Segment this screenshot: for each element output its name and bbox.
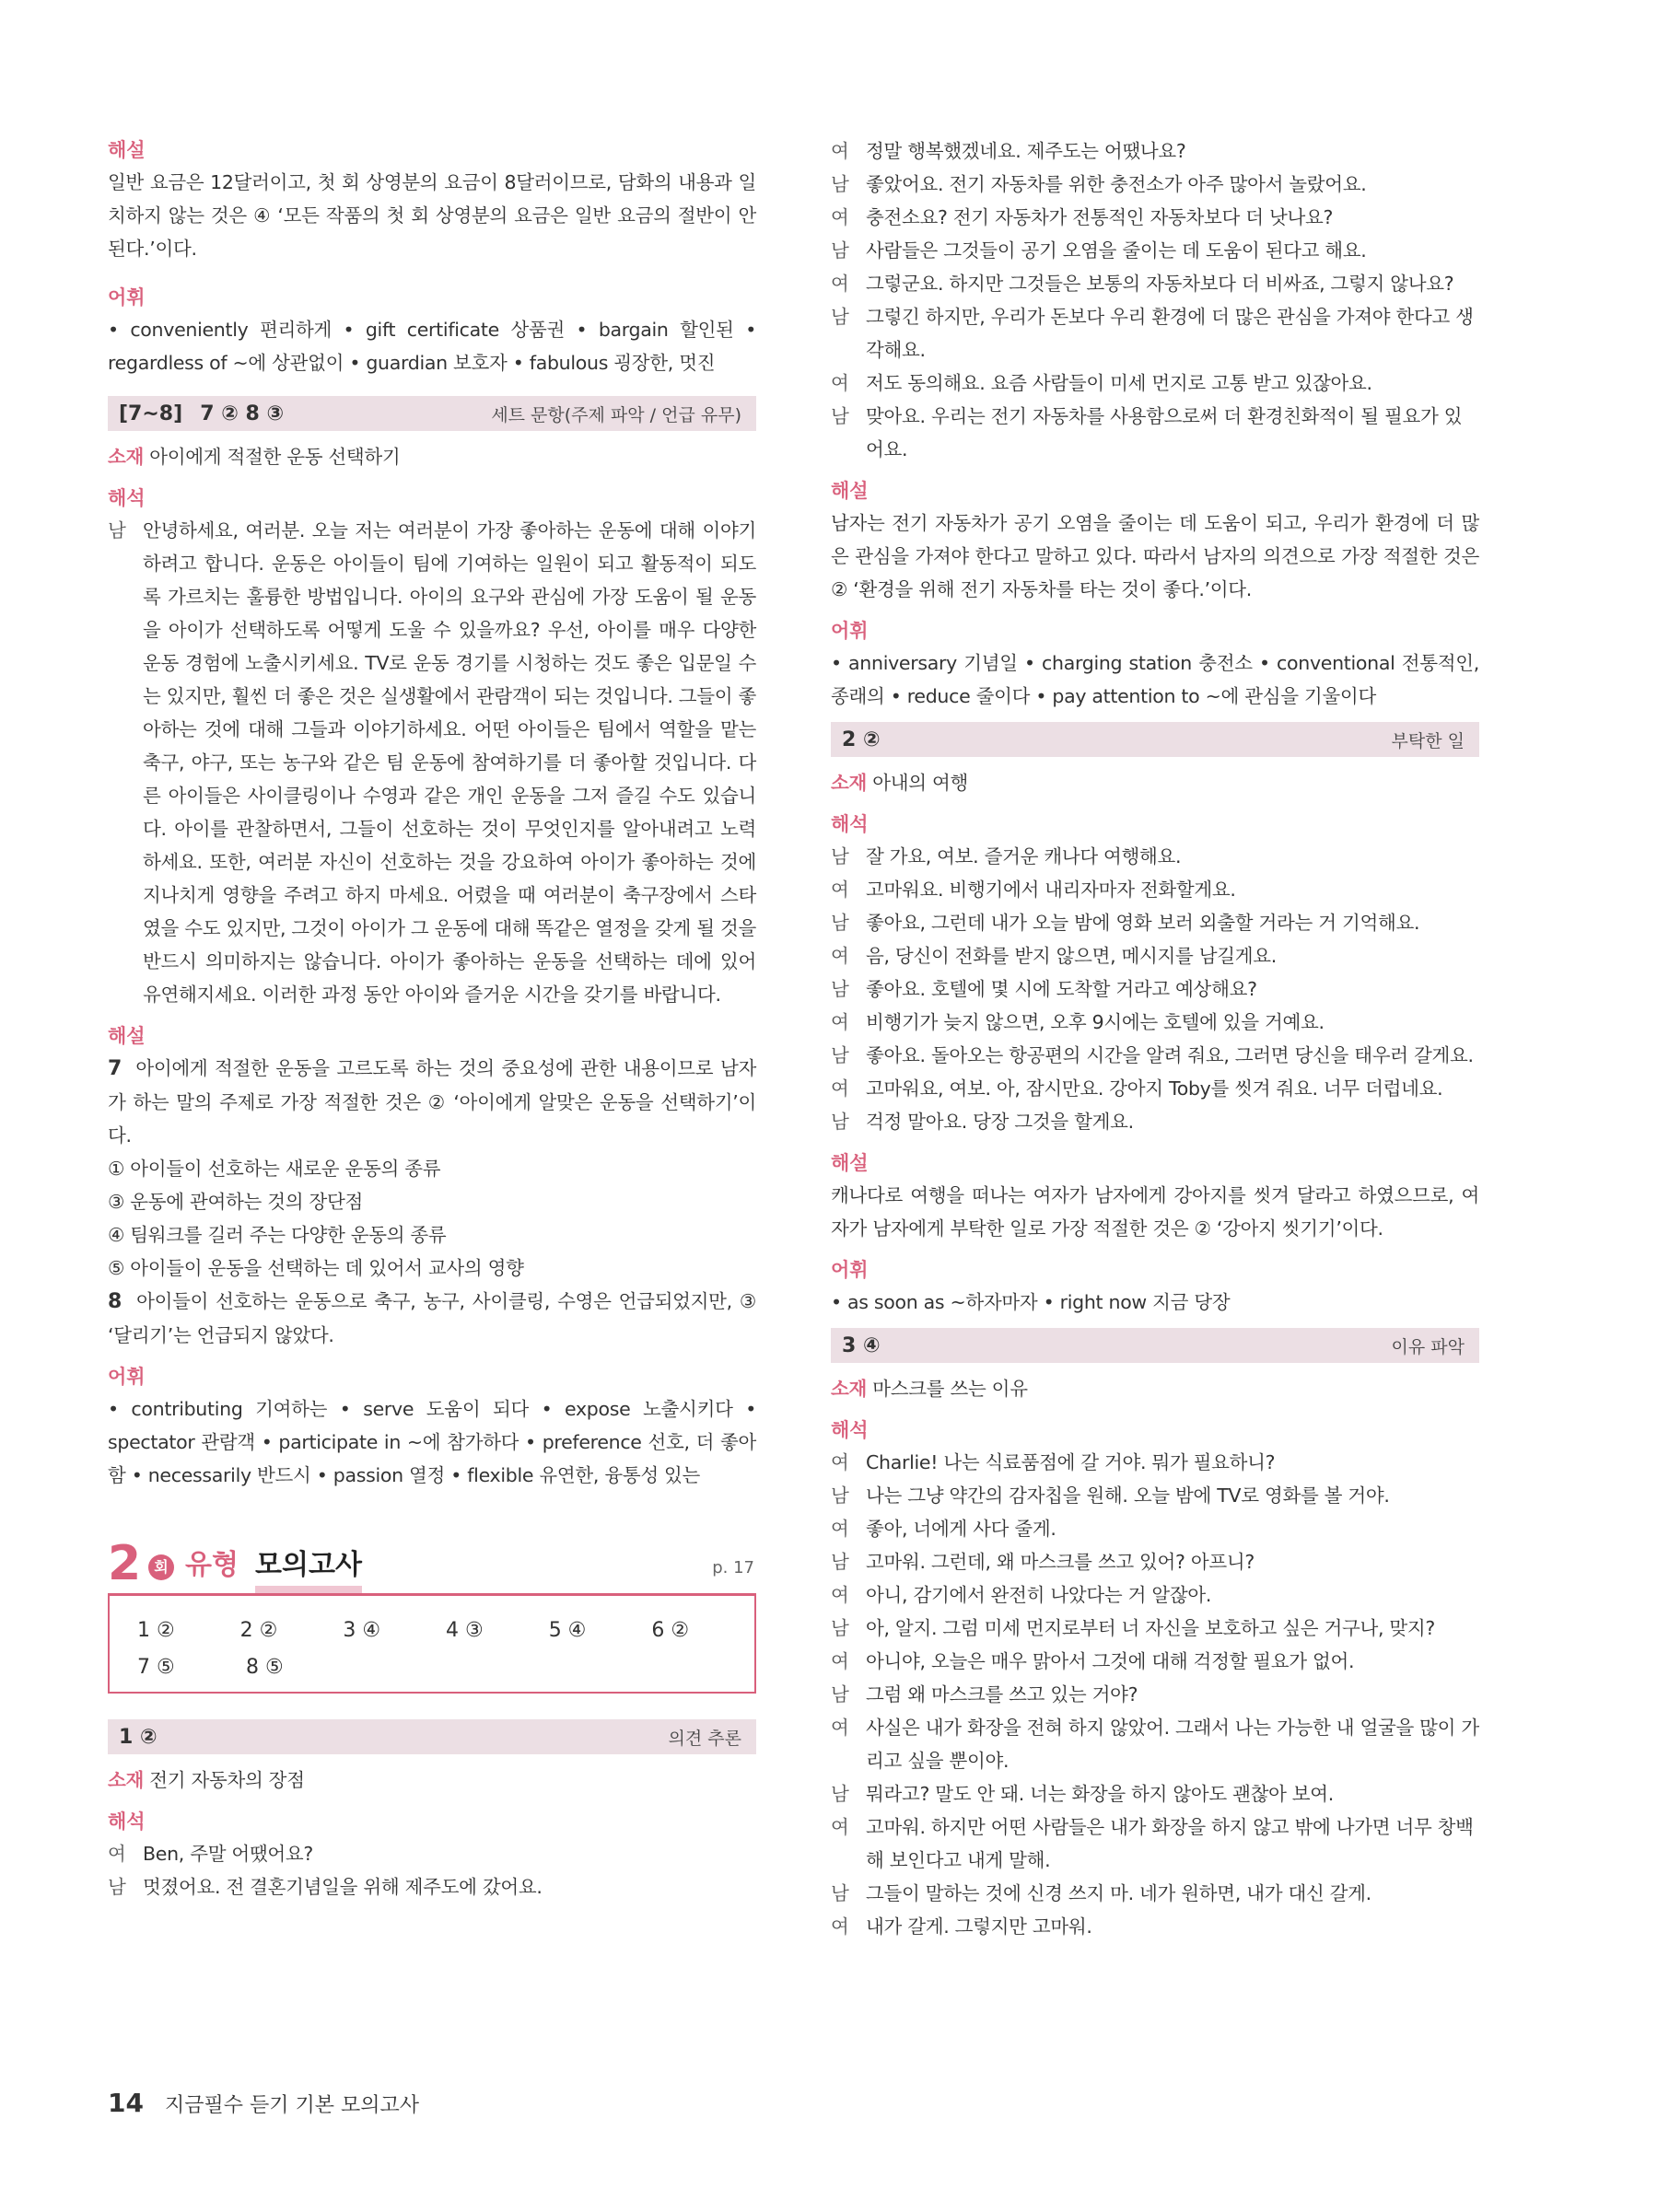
q7-option: ① 아이들이 선호하는 새로운 운동의 종류 xyxy=(108,1158,441,1180)
topic-text: 마스크를 쓰는 이유 xyxy=(872,1378,1028,1400)
test-mock-label: 모의고사 xyxy=(255,1545,362,1593)
script-text: 저도 동의해요. 요즘 사람들이 미세 먼지로 고통 받고 있잖아요. xyxy=(866,372,1372,394)
speaker-label: 여 xyxy=(831,1011,849,1033)
script-line xyxy=(108,1837,756,1870)
script-line xyxy=(831,168,1479,201)
script-text: 좋아요. 돌아오는 항공편의 시간을 알려 줘요, 그러면 당신을 태우러 갈게요. xyxy=(866,1044,1474,1066)
script-text: 그들이 말하는 것에 신경 쓰지 마. 네가 원하면, 내가 대신 갈게. xyxy=(866,1882,1371,1904)
script-line xyxy=(831,1105,1479,1138)
script-text: 비행기가 늦지 않으면, 오후 9시에는 호텔에 있을 거예요. xyxy=(866,1011,1325,1033)
speaker-label: 여 xyxy=(831,1584,849,1606)
speaker-label: 남 xyxy=(831,1551,849,1573)
q7-option: ④ 팀워크를 길러 주는 다양한 운동의 종류 xyxy=(108,1224,447,1246)
script-line xyxy=(831,400,1479,466)
answer-item: 1 ② xyxy=(137,1619,175,1642)
script-line xyxy=(831,1072,1479,1105)
q7-number: 7 xyxy=(108,1057,123,1080)
book-title: 지금필수 듣기 기본 모의고사 xyxy=(164,2094,419,2117)
script-heading: 해석 xyxy=(831,813,869,835)
topic-label: 소재 xyxy=(831,772,868,794)
script-text: 뭐라고? 말도 안 돼. 너는 화장을 하지 않아도 괜찮아 보여. xyxy=(866,1783,1335,1805)
explanation-text: 남자는 전기 자동차가 공기 오염을 줄이는 데 도움이 되고, 우리가 환경에 더 많은 관심을 가져야 한다고 말하고 있다. 따라서 남자의 의견으로 가장 적절한 것은 ② ‘환경을 위해 전기 자동차를 타는 것이 좋다.’이다. xyxy=(831,512,1479,600)
q3-type: 이유 파악 xyxy=(1391,1336,1465,1357)
vocab-heading: 어휘 xyxy=(831,1259,869,1281)
speaker-label: 남 xyxy=(831,1044,849,1066)
explanation-heading: 해설 xyxy=(831,480,869,502)
set-question-number: [7~8] xyxy=(119,402,183,425)
script-text: 안녕하세요, 여러분. 오늘 저는 여러분이 가장 좋아하는 운동에 대해 이야기하려고 합니다. 운동은 아이들이 팀에 기여하는 일원이 되고 활동적이 되도록 가르치는 훌륭한 방법입니다. 아이의 요구와 관심에 가장 도움이 될 운동을 아이가 선택하도록 어떻게 도울 수 있을까요? 우선, 아이를 매우 다양한 운동 경험에 노출시키세요. TV로 운동 경기를 시청하는 것도 좋은 입문일 수는 있지만, 훨씬 더 좋은 것은 실생활에서 관람객이 되는 것입니다. 그들이 좋아하는 것에 대해 그들과 이야기하세요. 어떤 아이들은 팀에서 역할을 맡는 축구, 야구, 또는 농구와 같은 팀 운동에 참여하기를 더 좋아할 것입니다. 다른 아이들은 사이클링이나 수영과 같은 개인 운동을 그저 즐길 수도 있습니다. 아이를 관찰하면서, 그들이 선호하는 것이 무엇인지를 알아내려고 노력하세요. 또한, 여러분 자신이 선호하는 것을 강요하여 아이가 좋아하는 것에 지나치게 영향을 주려고 하지 마세요. 어렸을 때 여러분이 축구장에서 스타였을 수도 있지만, 그것이 아이가 그 운동에 대해 똑같은 열정을 갖게 될 것을 반드시 의미하지는 않습니다. 아이가 좋아하는 운동을 선택하는 데에 있어 유연해지세요. 이러한 과정 동안 아이와 즐거운 시간을 갖기를 바랍니다. xyxy=(143,519,756,1006)
speaker-label: 남 xyxy=(831,1683,849,1706)
script-heading: 해석 xyxy=(831,1419,869,1441)
script-text: 그렇긴 하지만, 우리가 돈보다 우리 환경에 더 많은 관심을 가져야 한다고 생각해요. xyxy=(866,306,1474,361)
script-line xyxy=(831,1545,1479,1578)
script-line xyxy=(108,1870,756,1903)
speaker-label: 남 xyxy=(831,306,849,328)
q2-bar xyxy=(831,722,1479,757)
speaker-label: 남 xyxy=(108,1876,126,1898)
topic-line xyxy=(831,766,1479,799)
script-line xyxy=(831,873,1479,906)
script-text: 잘 가요, 여보. 즐거운 캐나다 여행해요. xyxy=(866,845,1182,867)
answer-row xyxy=(137,1612,754,1649)
script-text: 나는 그냥 약간의 감자칩을 원해. 오늘 밤에 TV로 영화를 볼 거야. xyxy=(866,1484,1390,1507)
speaker-label: 여 xyxy=(108,1843,126,1865)
script-line xyxy=(831,1711,1479,1777)
q7-option: ③ 운동에 관여하는 것의 장단점 xyxy=(108,1191,363,1213)
script-line xyxy=(831,840,1479,873)
script-line xyxy=(831,300,1479,367)
page-number: 14 xyxy=(108,2088,144,2118)
script-line xyxy=(831,1039,1479,1072)
vocab-heading: 어휘 xyxy=(831,620,869,642)
answer-item: 4 ③ xyxy=(446,1619,484,1642)
script-text: 음, 당신이 전화를 받지 않으면, 메시지를 남길게요. xyxy=(866,945,1278,967)
script-text: 고마워요, 여보. 아, 잠시만요. 강아지 Toby를 씻겨 줘요. 너무 더럽네요. xyxy=(866,1077,1443,1100)
speaker-label: 여 xyxy=(831,1816,849,1838)
section-heading: 해설 xyxy=(108,139,146,161)
script-line xyxy=(108,514,756,1011)
script-text: 좋았어요. 전기 자동차를 위한 충전소가 아주 많아서 놀랐어요. xyxy=(866,173,1367,195)
script-line xyxy=(831,1810,1479,1877)
speaker-label: 여 xyxy=(831,1717,849,1739)
speaker-label: 여 xyxy=(831,206,849,228)
left-column xyxy=(108,134,756,1903)
answer-item: 5 ④ xyxy=(548,1619,587,1642)
answer-row xyxy=(137,1649,754,1686)
script-line xyxy=(831,1777,1479,1810)
script-line xyxy=(831,1645,1479,1678)
q8-text: 아이들이 선호하는 운동으로 축구, 농구, 사이클링, 수영은 언급되었지만, ③ ‘달리기’는 언급되지 않았다. xyxy=(108,1290,756,1346)
q1-answer: 1 ② xyxy=(119,1725,158,1749)
test-type-label: 유형 xyxy=(185,1549,239,1581)
script-line xyxy=(831,134,1479,168)
topic-label: 소재 xyxy=(108,446,145,468)
q7-text: 아이에게 적절한 운동을 고르도록 하는 것의 중요성에 관한 내용이므로 남자가 하는 말의 주제로 가장 적절한 것은 ② ‘아이에게 알맞은 운동을 선택하기’이다. xyxy=(108,1057,756,1147)
q1-type: 의견 추론 xyxy=(668,1728,741,1749)
topic-label: 소재 xyxy=(108,1769,145,1791)
right-column xyxy=(831,134,1479,1943)
script-heading: 해석 xyxy=(108,1810,146,1833)
script-line xyxy=(831,1612,1479,1645)
answer-item: 6 ② xyxy=(651,1619,690,1642)
speaker-label: 남 xyxy=(831,1783,849,1805)
script-text: 걱정 말아요. 당장 그것을 할게요. xyxy=(866,1111,1134,1133)
q7-option: ⑤ 아이들이 운동을 선택하는 데 있어서 교사의 영향 xyxy=(108,1257,524,1279)
script-line xyxy=(831,1006,1479,1039)
speaker-label: 여 xyxy=(831,1915,849,1938)
script-text: 정말 행복했겠네요. 제주도는 어땠나요? xyxy=(866,140,1186,162)
speaker-label: 여 xyxy=(831,1650,849,1672)
set-question-answer: 7 ② 8 ③ xyxy=(200,402,285,425)
speaker-label: 여 xyxy=(831,1451,849,1473)
script-line xyxy=(831,267,1479,300)
script-text: 아니, 감기에서 완전히 나았다는 거 알잖아. xyxy=(866,1584,1212,1606)
speaker-label: 남 xyxy=(831,1484,849,1507)
vocab-text: • contributing 기여하는 • serve 도움이 되다 • expose 노출시키다 • spectator 관람객 • participate in ~에 참가하다 • preference 선호, 더 좋아함 • necessarily 반드시 • passion 열정 • flexible 유연한, 융통성 있는 xyxy=(108,1398,756,1486)
speaker-label: 여 xyxy=(831,372,849,394)
vocab-text: • as soon as ~하자마자 • right now 지금 당장 xyxy=(831,1291,1231,1313)
topic-line xyxy=(108,1764,756,1797)
vocab-text: • anniversary 기념일 • charging station 충전소 • conventional 전통적인, 종래의 • reduce 줄이다 • pay attention to ~에 관심을 기울이다 xyxy=(831,652,1479,707)
q2-type: 부탁한 일 xyxy=(1391,730,1465,751)
explanation-text: 캐나다로 여행을 떠나는 여자가 남자에게 강아지를 씻겨 달라고 하였으므로, 여자가 남자에게 부탁한 일로 가장 적절한 것은 ② ‘강아지 씻기기’이다. xyxy=(831,1184,1479,1240)
answer-item: 3 ④ xyxy=(343,1619,381,1642)
answer-item: 7 ⑤ xyxy=(137,1656,175,1679)
script-line xyxy=(831,1446,1479,1479)
q7-explanation xyxy=(108,1052,756,1152)
speaker-label: 남 xyxy=(831,239,849,262)
topic-label: 소재 xyxy=(831,1378,868,1400)
page-footer xyxy=(108,2088,419,2118)
script-heading: 해석 xyxy=(108,487,146,509)
explanation-heading: 해설 xyxy=(831,1152,869,1174)
set-question-bar xyxy=(108,396,756,431)
script-text: 고마워. 하지만 어떤 사람들은 내가 화장을 하지 않고 밖에 나가면 너무 창백해 보인다고 내게 말해. xyxy=(866,1816,1474,1871)
topic-text: 아내의 여행 xyxy=(872,772,968,794)
speaker-label: 여 xyxy=(831,945,849,967)
script-text: 그럼 왜 마스크를 쓰고 있는 거야? xyxy=(866,1683,1138,1706)
speaker-label: 남 xyxy=(831,1617,849,1639)
test-number: 2 xyxy=(108,1536,142,1591)
answer-item: 8 ⑤ xyxy=(246,1656,284,1679)
test-page-ref: p. 17 xyxy=(712,1558,754,1578)
speaker-label: 남 xyxy=(831,1111,849,1133)
set-question-type: 세트 문항(주제 파악 / 언급 유무) xyxy=(491,404,741,425)
script-line xyxy=(831,1479,1479,1512)
speaker-label: 여 xyxy=(831,879,849,901)
script-text: 좋아요. 호텔에 몇 시에 도착할 거라고 예상해요? xyxy=(866,978,1257,1000)
explanation-heading: 해설 xyxy=(108,1025,146,1047)
answer-key-box xyxy=(108,1593,756,1694)
speaker-label: 남 xyxy=(108,519,126,541)
speaker-label: 남 xyxy=(831,405,849,427)
vocab-heading: 어휘 xyxy=(108,1366,146,1388)
speaker-label: 남 xyxy=(831,912,849,934)
topic-text: 아이에게 적절한 운동 선택하기 xyxy=(149,446,401,468)
script-text: 좋아, 너에게 사다 줄게. xyxy=(866,1518,1056,1540)
q3-bar xyxy=(831,1328,1479,1363)
script-line xyxy=(831,1910,1479,1943)
vocab-text: • conveniently 편리하게 • gift certificate 상품권 • bargain 할인된 • regardless of ~에 상관없이 • guardian 보호자 • fabulous 굉장한, 멋진 xyxy=(108,319,756,374)
script-text: 멋졌어요. 전 결혼기념일을 위해 제주도에 갔어요. xyxy=(143,1876,543,1898)
script-line xyxy=(831,1578,1479,1612)
test-round-badge: 회 xyxy=(148,1554,174,1580)
test-title xyxy=(108,1538,756,1589)
script-line xyxy=(831,367,1479,400)
script-line xyxy=(831,1512,1479,1545)
speaker-label: 남 xyxy=(831,845,849,867)
topic-line xyxy=(108,440,756,473)
script-text: 충전소요? 전기 자동차가 전통적인 자동차보다 더 낫나요? xyxy=(866,206,1334,228)
script-text: 아, 알지. 그럼 미세 먼지로부터 너 자신을 보호하고 싶은 거구나, 맞지? xyxy=(866,1617,1435,1639)
script-line xyxy=(831,1678,1479,1711)
vocab-heading: 어휘 xyxy=(108,286,146,309)
speaker-label: 남 xyxy=(831,1882,849,1904)
speaker-label: 여 xyxy=(831,273,849,295)
speaker-label: 남 xyxy=(831,978,849,1000)
script-line xyxy=(831,1877,1479,1910)
script-text: 내가 갈게. 그렇지만 고마워. xyxy=(866,1915,1092,1938)
script-line xyxy=(831,201,1479,234)
q2-answer: 2 ② xyxy=(842,728,881,751)
q8-explanation xyxy=(108,1285,756,1352)
script-text: 사실은 내가 화장을 전혀 하지 않았어. 그래서 나는 가능한 내 얼굴을 많이 가리고 싶을 뿐이야. xyxy=(866,1717,1479,1772)
q3-answer: 3 ④ xyxy=(842,1333,881,1357)
script-line xyxy=(831,234,1479,267)
answer-item: 2 ② xyxy=(239,1619,278,1642)
explanation-text: 일반 요금은 12달러이고, 첫 회 상영분의 요금이 8달러이므로, 담화의 내용과 일치하지 않는 것은 ④ ‘모든 작품의 첫 회 상영분의 요금은 일반 요금의 절반이 안 된다.’이다. xyxy=(108,171,756,260)
script-text: 맞아요. 우리는 전기 자동차를 사용함으로써 더 환경친화적이 될 필요가 있어요. xyxy=(866,405,1463,460)
speaker-label: 여 xyxy=(831,1077,849,1100)
script-text: Ben, 주말 어땠어요? xyxy=(143,1843,314,1865)
speaker-label: 남 xyxy=(831,173,849,195)
speaker-label: 여 xyxy=(831,140,849,162)
script-text: 고마워요. 비행기에서 내리자마자 전화할게요. xyxy=(866,879,1236,901)
script-text: Charlie! 나는 식료품점에 갈 거야. 뭐가 필요하니? xyxy=(866,1451,1276,1473)
q8-number: 8 xyxy=(108,1290,123,1313)
script-line xyxy=(831,939,1479,972)
q1-bar xyxy=(108,1719,756,1754)
script-line xyxy=(831,906,1479,939)
script-text: 아니야, 오늘은 매우 맑아서 그것에 대해 걱정할 필요가 없어. xyxy=(866,1650,1355,1672)
topic-text: 전기 자동차의 장점 xyxy=(149,1769,305,1791)
script-text: 좋아요, 그런데 내가 오늘 밤에 영화 보러 외출할 거라는 거 기억해요. xyxy=(866,912,1420,934)
script-text: 사람들은 그것들이 공기 오염을 줄이는 데 도움이 된다고 해요. xyxy=(866,239,1367,262)
speaker-label: 여 xyxy=(831,1518,849,1540)
topic-line xyxy=(831,1372,1479,1405)
script-text: 그렇군요. 하지만 그것들은 보통의 자동차보다 더 비싸죠, 그렇지 않나요? xyxy=(866,273,1454,295)
script-text: 고마워. 그런데, 왜 마스크를 쓰고 있어? 아프니? xyxy=(866,1551,1255,1573)
script-line xyxy=(831,972,1479,1006)
